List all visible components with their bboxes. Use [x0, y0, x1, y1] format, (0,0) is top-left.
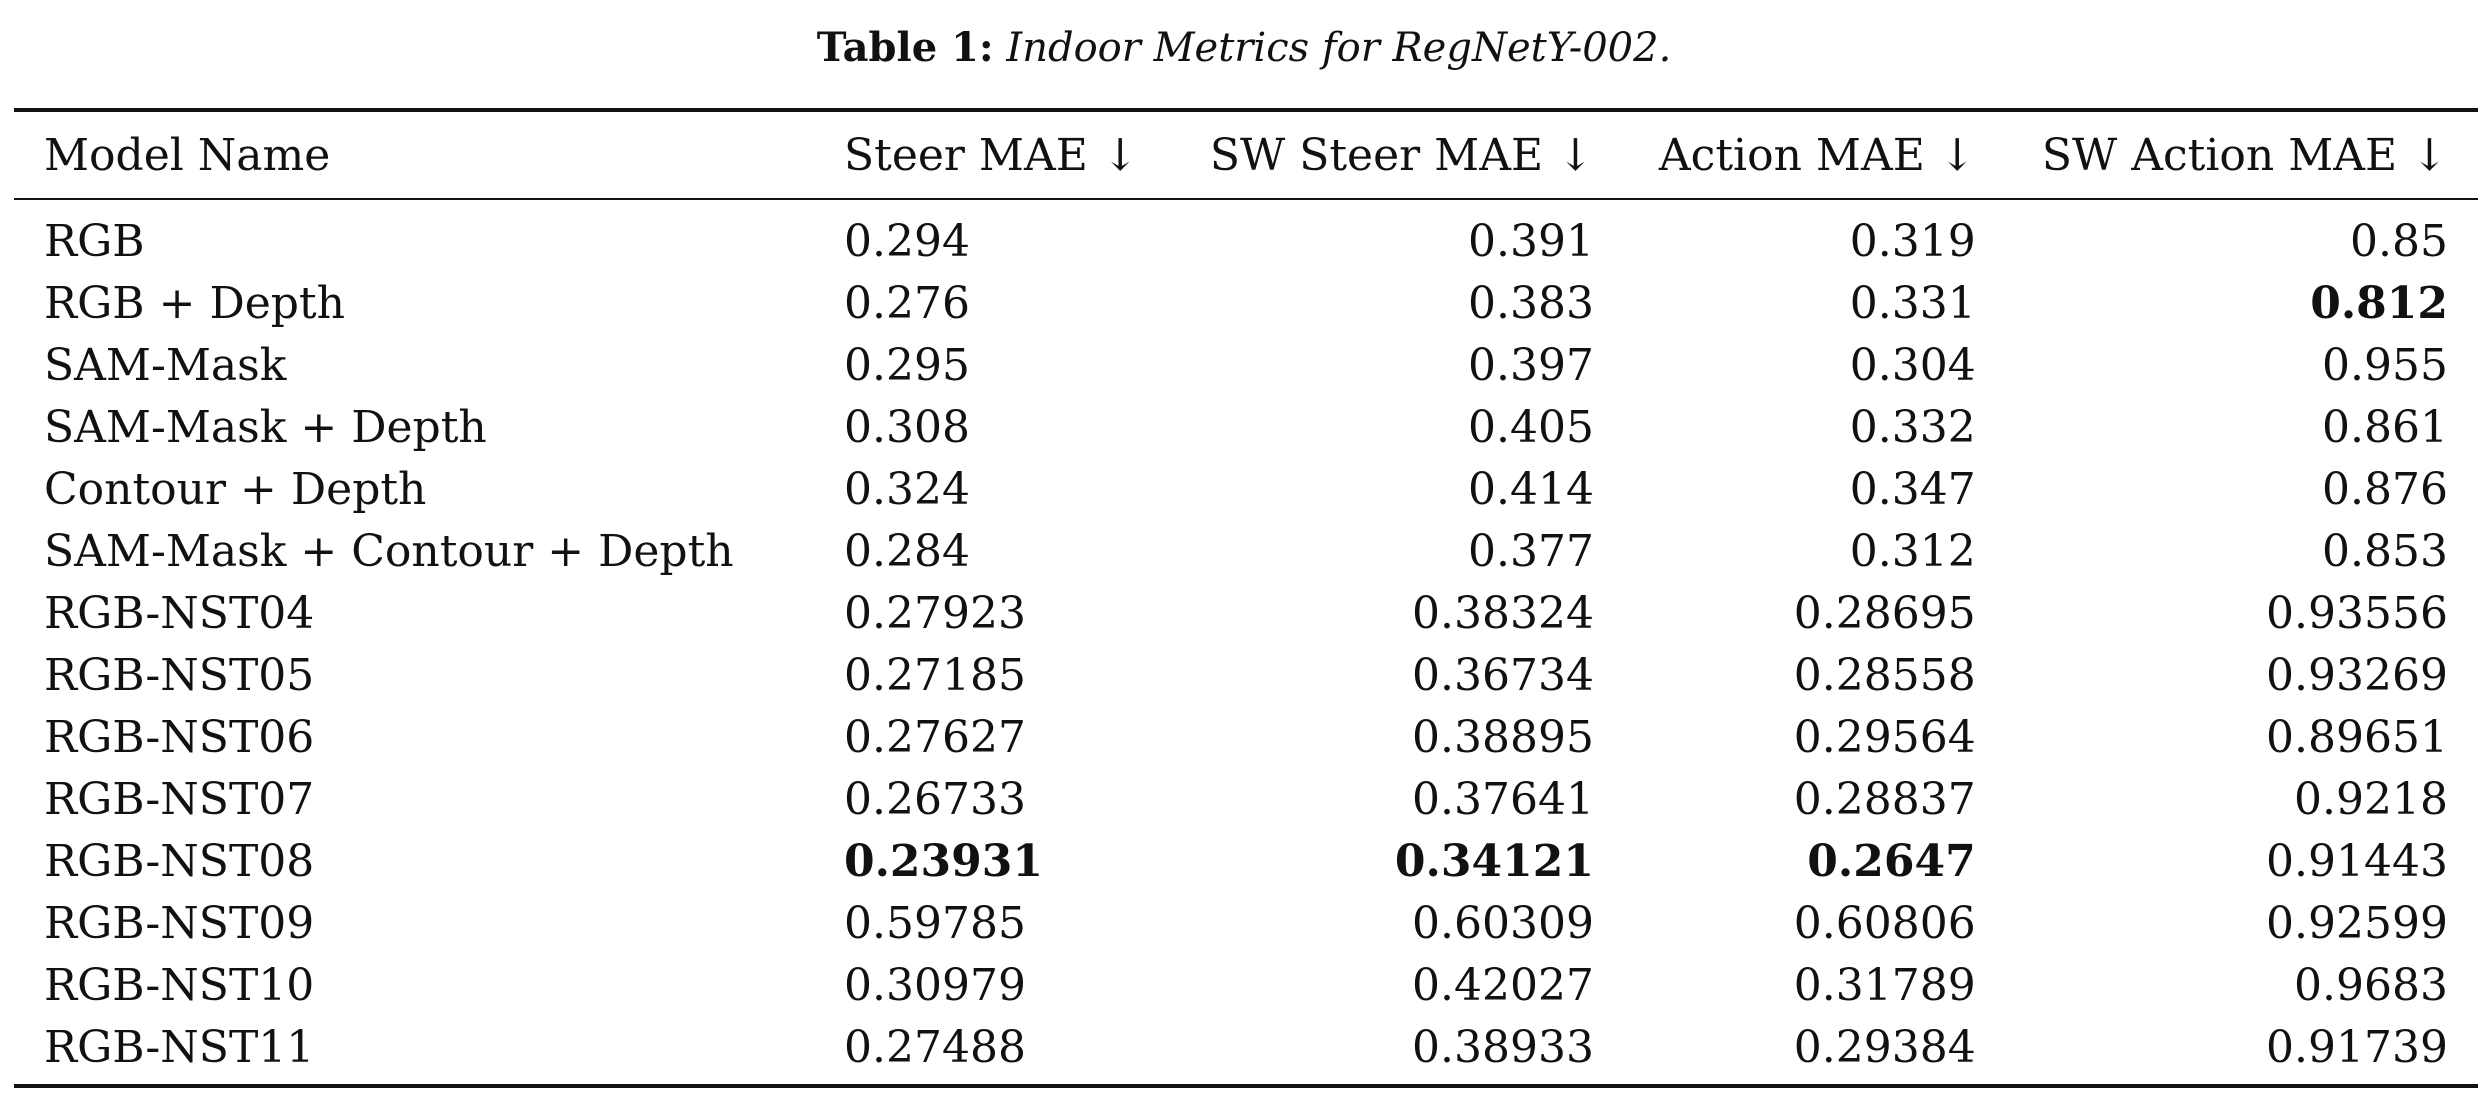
header-sw-action-mae: SW Action MAE ↓: [2041, 129, 2448, 181]
sw-action-mae-cell: 0.853: [2322, 525, 2448, 577]
model-name-cell: RGB: [44, 215, 145, 267]
sw-steer-mae-cell: 0.36734: [1411, 649, 1594, 701]
model-name-cell: Contour + Depth: [44, 463, 427, 515]
model-name-cell: RGB-NST11: [44, 1021, 315, 1073]
sw-steer-mae-cell: 0.377: [1467, 525, 1594, 577]
sw-steer-mae-cell: 0.405: [1467, 401, 1594, 453]
sw-steer-mae-cell: 0.414: [1467, 463, 1594, 515]
steer-mae-cell: 0.276: [844, 277, 970, 329]
header-sw-steer-mae: SW Steer MAE ↓: [1209, 129, 1594, 181]
steer-mae-cell: 0.27627: [844, 711, 1026, 763]
sw-steer-mae-cell: 0.391: [1467, 215, 1594, 267]
action-mae-cell: 0.347: [1849, 463, 1976, 515]
action-mae-cell: 0.28558: [1793, 649, 1976, 701]
table-row: [14, 830, 2478, 892]
table-row: [14, 458, 2478, 520]
table-row: [14, 1016, 2478, 1086]
metrics-table-container: [14, 108, 2478, 1088]
steer-mae-cell: 0.59785: [844, 897, 1026, 949]
table-body: [14, 199, 2478, 1086]
steer-mae-cell: 0.295: [844, 339, 970, 391]
sw-steer-mae-cell: 0.397: [1467, 339, 1594, 391]
sw-action-mae-cell: 0.812: [2310, 277, 2448, 329]
steer-mae-cell: 0.27185: [844, 649, 1026, 701]
sw-steer-mae-cell: 0.60309: [1411, 897, 1594, 949]
steer-mae-cell: 0.294: [844, 215, 970, 267]
action-mae-cell: 0.304: [1849, 339, 1976, 391]
table-row: [14, 520, 2478, 582]
steer-mae-cell: 0.30979: [844, 959, 1026, 1011]
model-name-cell: RGB-NST07: [44, 773, 315, 825]
sw-action-mae-cell: 0.93269: [2266, 649, 2448, 701]
table-row: [14, 334, 2478, 396]
steer-mae-cell: 0.284: [844, 525, 970, 577]
sw-action-mae-cell: 0.92599: [2266, 897, 2448, 949]
header-row: [14, 110, 2478, 199]
sw-steer-mae-cell: 0.38324: [1411, 587, 1594, 639]
model-name-cell: RGB-NST09: [44, 897, 315, 949]
sw-action-mae-cell: 0.89651: [2266, 711, 2448, 763]
sw-action-mae-cell: 0.9218: [2294, 773, 2448, 825]
table-row: [14, 706, 2478, 768]
action-mae-cell: 0.31789: [1793, 959, 1976, 1011]
steer-mae-cell: 0.27923: [844, 587, 1026, 639]
action-mae-cell: 0.331: [1849, 277, 1976, 329]
action-mae-cell: 0.332: [1849, 401, 1976, 453]
sw-steer-mae-cell: 0.38895: [1411, 711, 1594, 763]
model-name-cell: RGB-NST06: [44, 711, 315, 763]
action-mae-cell: 0.29384: [1793, 1021, 1976, 1073]
steer-mae-cell: 0.308: [844, 401, 970, 453]
action-mae-cell: 0.29564: [1793, 711, 1976, 763]
sw-action-mae-cell: 0.876: [2322, 463, 2448, 515]
model-name-cell: SAM-Mask + Depth: [44, 401, 487, 453]
model-name-cell: SAM-Mask: [44, 339, 287, 391]
table-row: [14, 768, 2478, 830]
sw-steer-mae-cell: 0.42027: [1411, 959, 1594, 1011]
sw-steer-mae-cell: 0.38933: [1411, 1021, 1594, 1073]
sw-action-mae-cell: 0.85: [2350, 215, 2448, 267]
steer-mae-cell: 0.26733: [844, 773, 1026, 825]
sw-action-mae-cell: 0.93556: [2266, 587, 2448, 639]
sw-action-mae-cell: 0.861: [2322, 401, 2448, 453]
sw-steer-mae-cell: 0.34121: [1394, 835, 1594, 887]
action-mae-cell: 0.2647: [1807, 835, 1976, 887]
table-row: [14, 892, 2478, 954]
steer-mae-cell: 0.23931: [844, 835, 1044, 887]
model-name-cell: SAM-Mask + Contour + Depth: [44, 525, 734, 577]
sw-steer-mae-cell: 0.37641: [1411, 773, 1594, 825]
header-steer-mae: Steer MAE ↓: [844, 129, 1139, 181]
steer-mae-cell: 0.27488: [844, 1021, 1026, 1073]
model-name-cell: RGB-NST10: [44, 959, 315, 1011]
action-mae-cell: 0.28695: [1793, 587, 1976, 639]
model-name-cell: RGB-NST08: [44, 835, 315, 887]
header-action-mae: Action MAE ↓: [1658, 129, 1976, 181]
metrics-table: [14, 108, 2478, 1088]
action-mae-cell: 0.28837: [1793, 773, 1976, 825]
table-row: [14, 644, 2478, 706]
caption-text: Indoor Metrics for RegNetY-002.: [1006, 25, 1672, 71]
action-mae-cell: 0.319: [1849, 215, 1976, 267]
steer-mae-cell: 0.324: [844, 463, 970, 515]
table-row: [14, 199, 2478, 272]
model-name-cell: RGB-NST05: [44, 649, 315, 701]
table-header: [14, 110, 2478, 199]
model-name-cell: RGB-NST04: [44, 587, 315, 639]
header-model-name: Model Name: [44, 129, 331, 181]
table-row: [14, 582, 2478, 644]
action-mae-cell: 0.60806: [1793, 897, 1976, 949]
action-mae-cell: 0.312: [1849, 525, 1976, 577]
caption-label: Table 1:: [816, 24, 994, 71]
model-name-cell: RGB + Depth: [44, 277, 345, 329]
table-caption: [0, 20, 2488, 76]
table-row: [14, 272, 2478, 334]
table-row: [14, 954, 2478, 1016]
sw-action-mae-cell: 0.91739: [2266, 1021, 2448, 1073]
sw-action-mae-cell: 0.9683: [2294, 959, 2448, 1011]
sw-action-mae-cell: 0.91443: [2266, 835, 2448, 887]
sw-action-mae-cell: 0.955: [2322, 339, 2448, 391]
table-row: [14, 396, 2478, 458]
sw-steer-mae-cell: 0.383: [1467, 277, 1594, 329]
